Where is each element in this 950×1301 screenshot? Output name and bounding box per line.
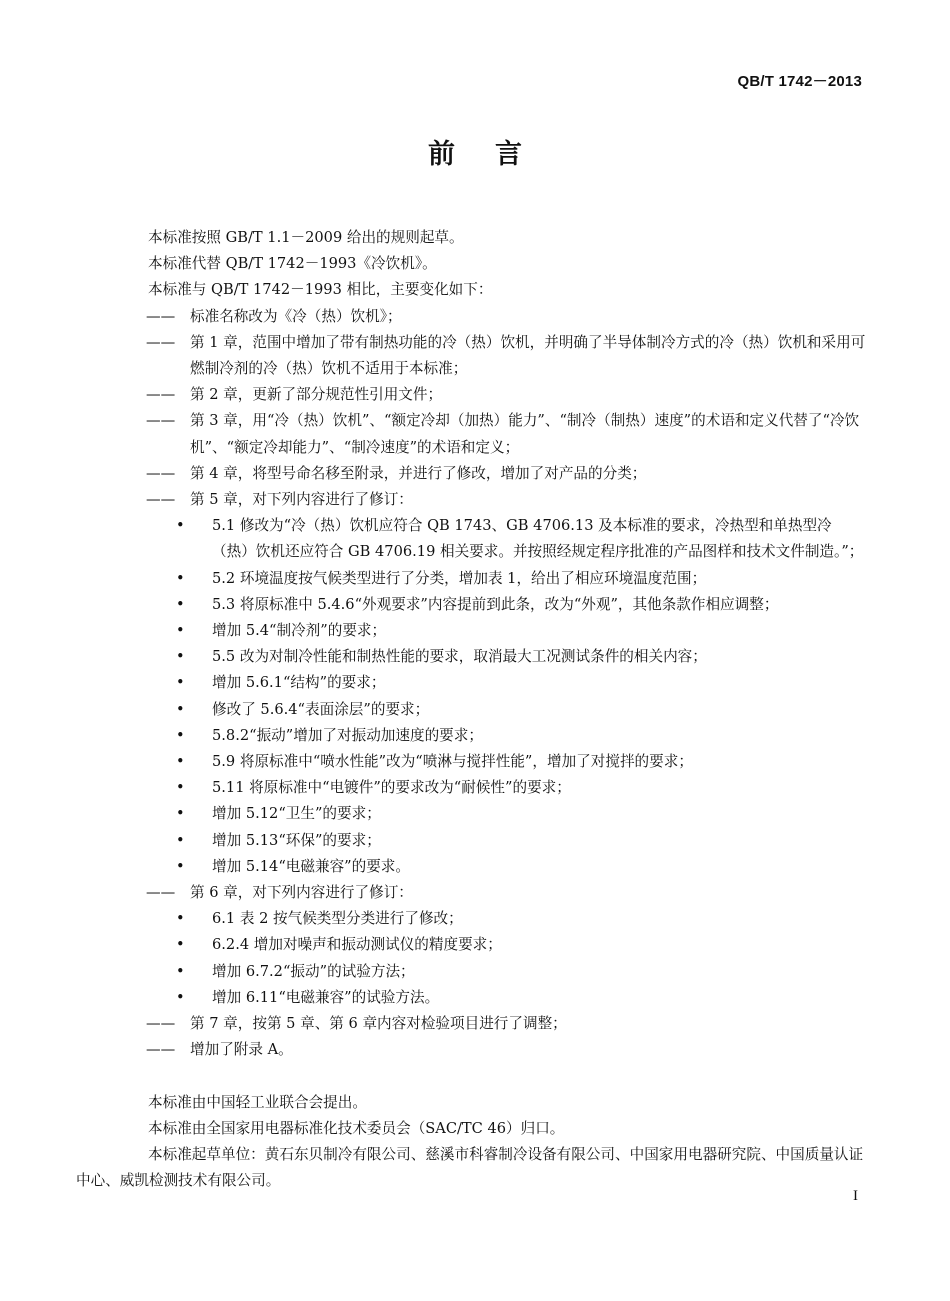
- bullet-icon: •: [176, 910, 185, 928]
- intro-paragraph: 本标准代替 QB/T 1742－1993《冷饮机》。: [148, 255, 437, 273]
- chapter5-item: • 修改了 5.6.4“表面涂层”的要求；: [112, 697, 868, 723]
- dash-mark: ——: [146, 884, 176, 902]
- bullet-icon: •: [176, 988, 185, 1006]
- chapter5-item: • 增加 5.4“制冷剂”的要求；: [112, 618, 868, 644]
- chapter5-item: • 5.1 修改为“冷（热）饮机应符合 QB 1743、GB 4706.13 及本标准的要求，冷热型和单热型冷（热）饮机还应符合 GB 4706.19 相关要求。并按照经规定程序批准的产品图样和技术文件制造。”；: [112, 513, 868, 565]
- change-item: —— 第 6 章，对下列内容进行了修订：: [112, 880, 868, 906]
- change-item: —— 第 5 章，对下列内容进行了修订：: [112, 487, 868, 513]
- bullet-icon: •: [176, 700, 185, 718]
- chapter6-item: • 6.1 表 2 按气候类型分类进行了修改；: [112, 906, 868, 932]
- bullet-icon: •: [176, 857, 185, 875]
- closing-paragraph: 本标准起草单位：黄石东贝制冷有限公司、慈溪市科睿制冷设备有限公司、中国家用电器研究院、中国质量认证中心、威凯检测技术有限公司。: [76, 1145, 864, 1190]
- dash-mark: ——: [146, 386, 176, 404]
- chapter6-item: • 6.2.4 增加对噪声和振动测试仪的精度要求；: [112, 932, 868, 958]
- bullet-icon: •: [176, 936, 185, 954]
- change-item: —— 增加了附录 A。: [112, 1037, 868, 1063]
- dash-mark: ——: [146, 491, 176, 509]
- dash-mark: ——: [146, 1041, 176, 1059]
- chapter6-item: • 增加 6.11“电磁兼容”的试验方法。: [112, 985, 868, 1011]
- bullet-icon: •: [176, 726, 185, 744]
- dash-mark: ——: [146, 1015, 176, 1033]
- chapter5-item: • 5.3 将原标准中 5.4.6“外观要求”内容提前到此条，改为“外观”，其他条款作相应调整；: [112, 592, 868, 618]
- paragraph-gap: [112, 1064, 868, 1090]
- change-item: —— 第 4 章，将型号命名移至附录，并进行了修改，增加了对产品的分类；: [112, 461, 868, 487]
- intro-paragraph: 本标准与 QB/T 1742－1993 相比，主要变化如下：: [148, 281, 493, 299]
- chapter5-item: • 5.9 将原标准中“喷水性能”改为“喷淋与搅拌性能”，增加了对搅拌的要求；: [112, 749, 868, 775]
- chapter5-item: • 5.11 将原标准中“电镀件”的要求改为“耐候性”的要求；: [112, 775, 868, 801]
- closing-paragraph: 本标准由中国轻工业联合会提出。: [148, 1093, 367, 1111]
- bullet-icon: •: [176, 595, 185, 613]
- page-title: 前言: [428, 139, 562, 170]
- chapter6-item: • 增加 6.7.2“振动”的试验方法；: [112, 959, 868, 985]
- change-item: —— 第 2 章，更新了部分规范性引用文件；: [112, 382, 868, 408]
- change-item: —— 标准名称改为《冷（热）饮机》；: [112, 304, 868, 330]
- dash-mark: ——: [146, 307, 176, 325]
- bullet-icon: •: [176, 779, 185, 797]
- bullet-icon: •: [176, 569, 185, 587]
- change-item: —— 第 3 章，用“冷（热）饮机”、“额定冷却（加热）能力”、“制冷（制热）速度”的术语和定义代替了“冷饮机”、“额定冷却能力”、“制冷速度”的术语和定义；: [112, 408, 868, 460]
- chapter5-item: • 增加 5.14“电磁兼容”的要求。: [112, 854, 868, 880]
- page-number: I: [853, 1188, 858, 1204]
- standard-code: QB/T 1742－2013: [737, 73, 862, 90]
- bullet-icon: •: [176, 805, 185, 823]
- chapter5-item: • 5.8.2“振动”增加了对振动加速度的要求；: [112, 723, 868, 749]
- chapter5-item: • 增加 5.12“卫生”的要求；: [112, 801, 868, 827]
- dash-mark: ——: [146, 464, 176, 482]
- bullet-icon: •: [176, 648, 185, 666]
- bullet-icon: •: [176, 962, 185, 980]
- chapter5-item: • 增加 5.13“环保”的要求；: [112, 828, 868, 854]
- bullet-icon: •: [176, 753, 185, 771]
- bullet-icon: •: [176, 517, 185, 535]
- bullet-icon: •: [176, 674, 185, 692]
- foreword-body: [76, 225, 868, 1194]
- dash-mark: ——: [146, 412, 176, 430]
- chapter5-item: • 5.5 改为对制冷性能和制热性能的要求，取消最大工况测试条件的相关内容；: [112, 644, 868, 670]
- dash-mark: ——: [146, 333, 176, 351]
- closing-paragraph: 本标准由全国家用电器标准化技术委员会（SAC/TC 46）归口。: [148, 1119, 565, 1137]
- chapter5-item: • 增加 5.6.1“结构”的要求；: [112, 670, 868, 696]
- intro-paragraph: 本标准按照 GB/T 1.1－2009 给出的规则起草。: [148, 229, 464, 246]
- bullet-icon: •: [176, 622, 185, 640]
- change-item: —— 第 7 章，按第 5 章、第 6 章内容对检验项目进行了调整；: [112, 1011, 868, 1037]
- bullet-icon: •: [176, 831, 185, 849]
- chapter5-item: • 5.2 环境温度按气候类型进行了分类，增加表 1，给出了相应环境温度范围；: [112, 566, 868, 592]
- change-item: —— 第 1 章，范围中增加了带有制热功能的冷（热）饮机，并明确了半导体制冷方式的冷（热）饮机和采用可燃制冷剂的冷（热）饮机不适用于本标准；: [112, 330, 868, 382]
